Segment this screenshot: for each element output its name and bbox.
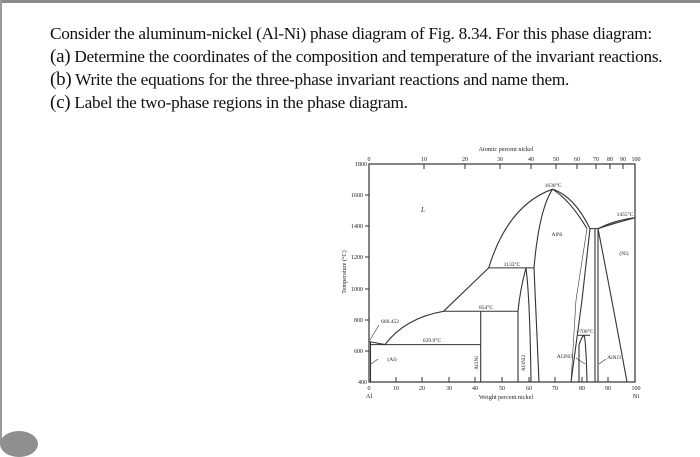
x2-tick-30: 30 — [497, 157, 503, 163]
x-tick-10: 10 — [393, 386, 399, 392]
al-end-label: Al — [365, 393, 373, 400]
ni-end-label: Ni — [632, 393, 640, 400]
solidus-alni-right-inner — [553, 189, 588, 228]
alni-right-boundary — [571, 229, 590, 382]
label-1133: 1133°C — [503, 262, 521, 268]
bottom-axis-labels — [366, 386, 641, 401]
part-c-text: Label the two-phase regions in the phase diagram. — [74, 93, 408, 112]
y-axis-title: Temperature (°C) — [341, 250, 348, 294]
x-tick-80: 80 — [579, 386, 585, 392]
x2-tick-100: 100 — [631, 157, 641, 163]
liquidus-alni-right-outer — [553, 189, 591, 228]
x-tick-100: 100 — [631, 386, 641, 392]
top-axis-labels — [368, 146, 641, 163]
al3ni5-region — [579, 335, 587, 382]
label-1638: 1638°C — [544, 183, 562, 189]
x2-tick-20: 20 — [462, 157, 468, 163]
label-854: 854°C — [478, 305, 494, 311]
part-a-tag: (a) — [50, 46, 71, 67]
x2-tick-70: 70 — [593, 157, 599, 163]
x2-tick-0: 0 — [367, 157, 371, 163]
y-tick-800: 800 — [354, 318, 363, 324]
label-al3ni2: Al3Ni2 — [521, 354, 527, 372]
y-tick-1800: 1800 — [355, 162, 367, 168]
x-tick-20: 20 — [419, 386, 425, 392]
liquidus-1133-to-1638 — [489, 189, 553, 268]
x-tick-30: 30 — [446, 386, 452, 392]
diagram-labels — [381, 182, 634, 371]
x2-tick-90: 90 — [620, 157, 626, 163]
x-tick-40: 40 — [472, 386, 478, 392]
x-tick-70: 70 — [552, 386, 558, 392]
x-tick-0: 0 — [367, 386, 371, 392]
label-639: 639.9°C — [422, 338, 442, 344]
label-al3ni5: Al3Ni5 — [556, 354, 574, 360]
part-a-text: Determine the coordinates of the composition and temperature of the invariant reactions. — [74, 47, 663, 66]
phase-boundaries — [369, 189, 635, 382]
part-c-tag: (c) — [50, 92, 71, 113]
top-axis-title: Atomic percent nickel — [478, 146, 534, 153]
label-alni3: AlNi3 — [607, 355, 621, 361]
y-tick-1000: 1000 — [351, 287, 363, 293]
label-al3ni: Al3Ni — [474, 356, 480, 370]
label-ni: (Ni) — [619, 251, 629, 257]
x-tick-60: 60 — [526, 386, 532, 392]
label-alni: AlNi — [551, 232, 563, 238]
y-tick-1200: 1200 — [351, 255, 363, 261]
y-axis-labels — [351, 162, 367, 386]
y-tick-1400: 1400 — [351, 224, 363, 230]
x2-tick-60: 60 — [574, 157, 580, 163]
x2-tick-40: 40 — [528, 157, 534, 163]
label-700: ~700°C — [576, 329, 594, 335]
y-tick-1600: 1600 — [351, 193, 363, 199]
label-liquid: L — [421, 206, 425, 214]
y-tick-600: 600 — [354, 349, 363, 355]
bottom-axis-ticks — [396, 377, 608, 382]
x2-tick-10: 10 — [421, 157, 427, 163]
x2-tick-80: 80 — [607, 157, 613, 163]
label-660: 660.452 — [381, 319, 399, 325]
x-tick-90: 90 — [605, 386, 611, 392]
x2-tick-50: 50 — [553, 157, 559, 163]
alni-left-boundary — [534, 189, 553, 382]
ni-solidus — [598, 218, 635, 229]
top-axis-ticks — [369, 164, 635, 169]
y-tick-400: 400 — [358, 380, 367, 386]
label-1455: 1455°C — [616, 212, 634, 218]
part-b-text: Write the equations for the three-phase invariant reactions and name them. — [75, 70, 569, 89]
label-al: (Al) — [387, 357, 397, 363]
x-tick-50: 50 — [499, 386, 505, 392]
bottom-axis-title: Weight percent nickel — [478, 394, 534, 401]
question-intro: Consider the aluminum-nickel (Al-Ni) phase diagram of Fig. 8.34. For this phase diagram: — [50, 24, 652, 43]
invariant-lines — [370, 229, 598, 345]
corner-avatar-button[interactable] — [0, 431, 38, 457]
part-b-tag: (b) — [50, 69, 72, 90]
